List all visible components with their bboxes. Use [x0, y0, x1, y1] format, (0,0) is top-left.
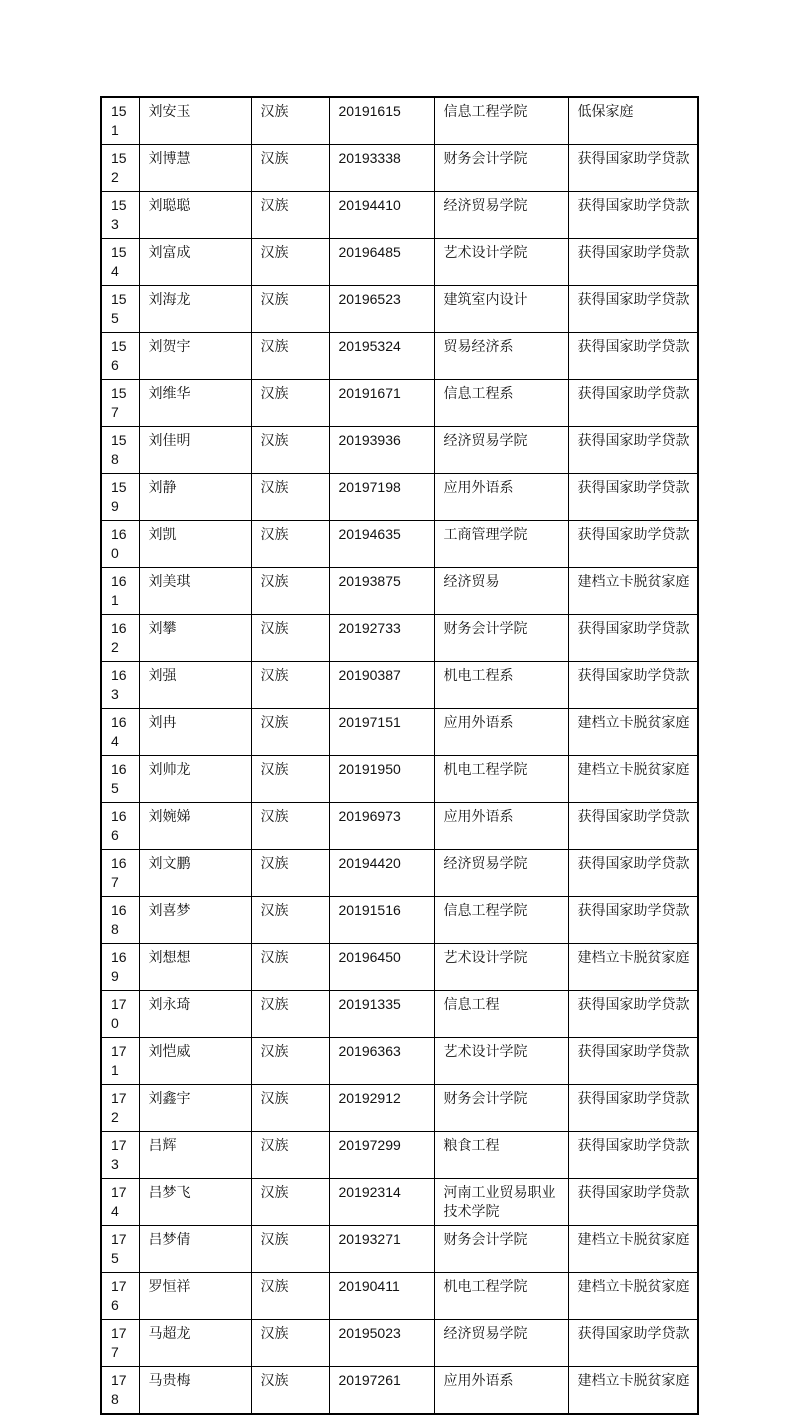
row-number-cell: 165 — [101, 756, 139, 803]
ethnicity-cell: 汉族 — [251, 897, 329, 944]
department-cell: 建筑室内设计 — [434, 286, 568, 333]
student-id-cell: 20193338 — [329, 145, 434, 192]
student-id-cell: 20191516 — [329, 897, 434, 944]
funding-category-cell: 获得国家助学贷款 — [568, 145, 698, 192]
table-row — [101, 286, 698, 333]
student-name-cell: 刘海龙 — [139, 286, 251, 333]
ethnicity-cell: 汉族 — [251, 1320, 329, 1367]
table-row — [101, 615, 698, 662]
table-row — [101, 1273, 698, 1320]
ethnicity-cell: 汉族 — [251, 756, 329, 803]
row-number-cell: 159 — [101, 474, 139, 521]
department-cell: 应用外语系 — [434, 474, 568, 521]
row-number-cell: 157 — [101, 380, 139, 427]
student-id-cell: 20191335 — [329, 991, 434, 1038]
student-name-cell: 刘美琪 — [139, 568, 251, 615]
funding-category-cell: 获得国家助学贷款 — [568, 474, 698, 521]
row-number-cell: 155 — [101, 286, 139, 333]
department-cell: 应用外语系 — [434, 803, 568, 850]
table-row — [101, 145, 698, 192]
table-row — [101, 1367, 698, 1415]
ethnicity-cell: 汉族 — [251, 1038, 329, 1085]
funding-category-cell: 获得国家助学贷款 — [568, 1320, 698, 1367]
department-cell: 信息工程学院 — [434, 97, 568, 145]
funding-category-cell: 获得国家助学贷款 — [568, 239, 698, 286]
table-row — [101, 850, 698, 897]
student-name-cell: 刘凯 — [139, 521, 251, 568]
funding-category-cell: 建档立卡脱贫家庭 — [568, 1273, 698, 1320]
row-number-cell: 172 — [101, 1085, 139, 1132]
student-name-cell: 刘佳明 — [139, 427, 251, 474]
student-name-cell: 吕梦倩 — [139, 1226, 251, 1273]
ethnicity-cell: 汉族 — [251, 333, 329, 380]
student-name-cell: 刘冉 — [139, 709, 251, 756]
table-row — [101, 803, 698, 850]
department-cell: 工商管理学院 — [434, 521, 568, 568]
department-cell: 财务会计学院 — [434, 145, 568, 192]
row-number-cell: 152 — [101, 145, 139, 192]
row-number-cell: 161 — [101, 568, 139, 615]
department-cell: 艺术设计学院 — [434, 239, 568, 286]
department-cell: 经济贸易学院 — [434, 1320, 568, 1367]
student-name-cell: 刘婉娣 — [139, 803, 251, 850]
row-number-cell: 177 — [101, 1320, 139, 1367]
department-cell: 信息工程 — [434, 991, 568, 1038]
student-id-cell: 20195324 — [329, 333, 434, 380]
student-name-cell: 刘恺威 — [139, 1038, 251, 1085]
table-row — [101, 97, 698, 145]
student-id-cell: 20196523 — [329, 286, 434, 333]
ethnicity-cell: 汉族 — [251, 427, 329, 474]
department-cell: 艺术设计学院 — [434, 1038, 568, 1085]
student-id-cell: 20196450 — [329, 944, 434, 991]
department-cell: 机电工程学院 — [434, 756, 568, 803]
funding-category-cell: 获得国家助学贷款 — [568, 803, 698, 850]
department-cell: 艺术设计学院 — [434, 944, 568, 991]
department-cell: 经济贸易 — [434, 568, 568, 615]
table-row — [101, 662, 698, 709]
table-row — [101, 380, 698, 427]
row-number-cell: 174 — [101, 1179, 139, 1226]
ethnicity-cell: 汉族 — [251, 286, 329, 333]
department-cell: 财务会计学院 — [434, 1085, 568, 1132]
department-cell: 经济贸易学院 — [434, 427, 568, 474]
student-id-cell: 20195023 — [329, 1320, 434, 1367]
department-cell: 贸易经济系 — [434, 333, 568, 380]
funding-category-cell: 获得国家助学贷款 — [568, 615, 698, 662]
funding-category-cell: 获得国家助学贷款 — [568, 380, 698, 427]
funding-category-cell: 获得国家助学贷款 — [568, 286, 698, 333]
funding-category-cell: 获得国家助学贷款 — [568, 1085, 698, 1132]
row-number-cell: 173 — [101, 1132, 139, 1179]
funding-category-cell: 低保家庭 — [568, 97, 698, 145]
student-name-cell: 吕梦飞 — [139, 1179, 251, 1226]
table-row — [101, 897, 698, 944]
ethnicity-cell: 汉族 — [251, 615, 329, 662]
student-id-cell: 20190411 — [329, 1273, 434, 1320]
row-number-cell: 163 — [101, 662, 139, 709]
ethnicity-cell: 汉族 — [251, 1273, 329, 1320]
student-id-cell: 20191615 — [329, 97, 434, 145]
ethnicity-cell: 汉族 — [251, 1085, 329, 1132]
funding-category-cell: 获得国家助学贷款 — [568, 333, 698, 380]
funding-category-cell: 获得国家助学贷款 — [568, 427, 698, 474]
student-name-cell: 刘鑫宇 — [139, 1085, 251, 1132]
student-id-cell: 20191671 — [329, 380, 434, 427]
funding-category-cell: 获得国家助学贷款 — [568, 897, 698, 944]
student-name-cell: 刘强 — [139, 662, 251, 709]
student-name-cell: 刘攀 — [139, 615, 251, 662]
funding-category-cell: 建档立卡脱贫家庭 — [568, 1226, 698, 1273]
row-number-cell: 162 — [101, 615, 139, 662]
ethnicity-cell: 汉族 — [251, 97, 329, 145]
funding-category-cell: 建档立卡脱贫家庭 — [568, 1367, 698, 1415]
student-id-cell: 20196485 — [329, 239, 434, 286]
department-cell: 应用外语系 — [434, 1367, 568, 1415]
ethnicity-cell: 汉族 — [251, 944, 329, 991]
ethnicity-cell: 汉族 — [251, 1132, 329, 1179]
table-row — [101, 568, 698, 615]
funding-category-cell: 建档立卡脱贫家庭 — [568, 756, 698, 803]
row-number-cell: 164 — [101, 709, 139, 756]
student-name-cell: 刘博慧 — [139, 145, 251, 192]
row-number-cell: 169 — [101, 944, 139, 991]
student-name-cell: 刘永琦 — [139, 991, 251, 1038]
table-row — [101, 239, 698, 286]
funding-category-cell: 建档立卡脱贫家庭 — [568, 709, 698, 756]
table-row — [101, 1226, 698, 1273]
ethnicity-cell: 汉族 — [251, 709, 329, 756]
department-cell: 经济贸易学院 — [434, 850, 568, 897]
table-row — [101, 192, 698, 239]
ethnicity-cell: 汉族 — [251, 1179, 329, 1226]
ethnicity-cell: 汉族 — [251, 1367, 329, 1415]
student-name-cell: 马贵梅 — [139, 1367, 251, 1415]
student-name-cell: 刘静 — [139, 474, 251, 521]
table-row — [101, 1179, 698, 1226]
department-cell: 信息工程学院 — [434, 897, 568, 944]
student-name-cell: 刘维华 — [139, 380, 251, 427]
department-cell: 财务会计学院 — [434, 615, 568, 662]
ethnicity-cell: 汉族 — [251, 145, 329, 192]
student-name-cell: 刘安玉 — [139, 97, 251, 145]
student-name-cell: 吕辉 — [139, 1132, 251, 1179]
row-number-cell: 167 — [101, 850, 139, 897]
funding-category-cell: 建档立卡脱贫家庭 — [568, 944, 698, 991]
department-cell: 河南工业贸易职业技术学院 — [434, 1179, 568, 1226]
ethnicity-cell: 汉族 — [251, 239, 329, 286]
row-number-cell: 156 — [101, 333, 139, 380]
table-row — [101, 1085, 698, 1132]
student-name-cell: 刘喜梦 — [139, 897, 251, 944]
row-number-cell: 176 — [101, 1273, 139, 1320]
student-id-cell: 20196973 — [329, 803, 434, 850]
ethnicity-cell: 汉族 — [251, 568, 329, 615]
department-cell: 经济贸易学院 — [434, 192, 568, 239]
funding-category-cell: 获得国家助学贷款 — [568, 1038, 698, 1085]
table-row — [101, 756, 698, 803]
funding-category-cell: 获得国家助学贷款 — [568, 1132, 698, 1179]
row-number-cell: 154 — [101, 239, 139, 286]
ethnicity-cell: 汉族 — [251, 474, 329, 521]
student-id-cell: 20190387 — [329, 662, 434, 709]
table-row — [101, 1132, 698, 1179]
student-id-cell: 20191950 — [329, 756, 434, 803]
student-id-cell: 20192314 — [329, 1179, 434, 1226]
funding-category-cell: 获得国家助学贷款 — [568, 850, 698, 897]
student-id-cell: 20192912 — [329, 1085, 434, 1132]
student-id-cell: 20193271 — [329, 1226, 434, 1273]
row-number-cell: 171 — [101, 1038, 139, 1085]
ethnicity-cell: 汉族 — [251, 380, 329, 427]
row-number-cell: 160 — [101, 521, 139, 568]
row-number-cell: 170 — [101, 991, 139, 1038]
department-cell: 信息工程系 — [434, 380, 568, 427]
student-id-cell: 20196363 — [329, 1038, 434, 1085]
student-name-cell: 刘想想 — [139, 944, 251, 991]
row-number-cell: 153 — [101, 192, 139, 239]
student-id-cell: 20193936 — [329, 427, 434, 474]
funding-category-cell: 建档立卡脱贫家庭 — [568, 568, 698, 615]
student-id-cell: 20197261 — [329, 1367, 434, 1415]
row-number-cell: 178 — [101, 1367, 139, 1415]
department-cell: 机电工程系 — [434, 662, 568, 709]
row-number-cell: 158 — [101, 427, 139, 474]
ethnicity-cell: 汉族 — [251, 850, 329, 897]
student-name-cell: 刘富成 — [139, 239, 251, 286]
student-name-cell: 刘帅龙 — [139, 756, 251, 803]
student-name-cell: 马超龙 — [139, 1320, 251, 1367]
table-row — [101, 427, 698, 474]
department-cell: 机电工程学院 — [434, 1273, 568, 1320]
ethnicity-cell: 汉族 — [251, 991, 329, 1038]
row-number-cell: 168 — [101, 897, 139, 944]
table-row — [101, 944, 698, 991]
student-id-cell: 20197151 — [329, 709, 434, 756]
funding-category-cell: 获得国家助学贷款 — [568, 192, 698, 239]
row-number-cell: 175 — [101, 1226, 139, 1273]
department-cell: 粮食工程 — [434, 1132, 568, 1179]
ethnicity-cell: 汉族 — [251, 1226, 329, 1273]
student-roster-table — [100, 96, 699, 1415]
ethnicity-cell: 汉族 — [251, 803, 329, 850]
table-row — [101, 1038, 698, 1085]
table-row — [101, 474, 698, 521]
row-number-cell: 151 — [101, 97, 139, 145]
funding-category-cell: 获得国家助学贷款 — [568, 991, 698, 1038]
table-row — [101, 991, 698, 1038]
student-id-cell: 20194635 — [329, 521, 434, 568]
student-id-cell: 20193875 — [329, 568, 434, 615]
row-number-cell: 166 — [101, 803, 139, 850]
student-id-cell: 20197299 — [329, 1132, 434, 1179]
department-cell: 应用外语系 — [434, 709, 568, 756]
ethnicity-cell: 汉族 — [251, 521, 329, 568]
student-id-cell: 20194410 — [329, 192, 434, 239]
funding-category-cell: 获得国家助学贷款 — [568, 1179, 698, 1226]
student-name-cell: 刘文鹏 — [139, 850, 251, 897]
table-row — [101, 333, 698, 380]
ethnicity-cell: 汉族 — [251, 662, 329, 709]
student-name-cell: 刘聪聪 — [139, 192, 251, 239]
department-cell: 财务会计学院 — [434, 1226, 568, 1273]
student-id-cell: 20197198 — [329, 474, 434, 521]
table-row — [101, 1320, 698, 1367]
funding-category-cell: 获得国家助学贷款 — [568, 662, 698, 709]
student-id-cell: 20194420 — [329, 850, 434, 897]
funding-category-cell: 获得国家助学贷款 — [568, 521, 698, 568]
student-name-cell: 刘贺宇 — [139, 333, 251, 380]
student-id-cell: 20192733 — [329, 615, 434, 662]
ethnicity-cell: 汉族 — [251, 192, 329, 239]
table-row — [101, 521, 698, 568]
table-row — [101, 709, 698, 756]
student-name-cell: 罗恒祥 — [139, 1273, 251, 1320]
